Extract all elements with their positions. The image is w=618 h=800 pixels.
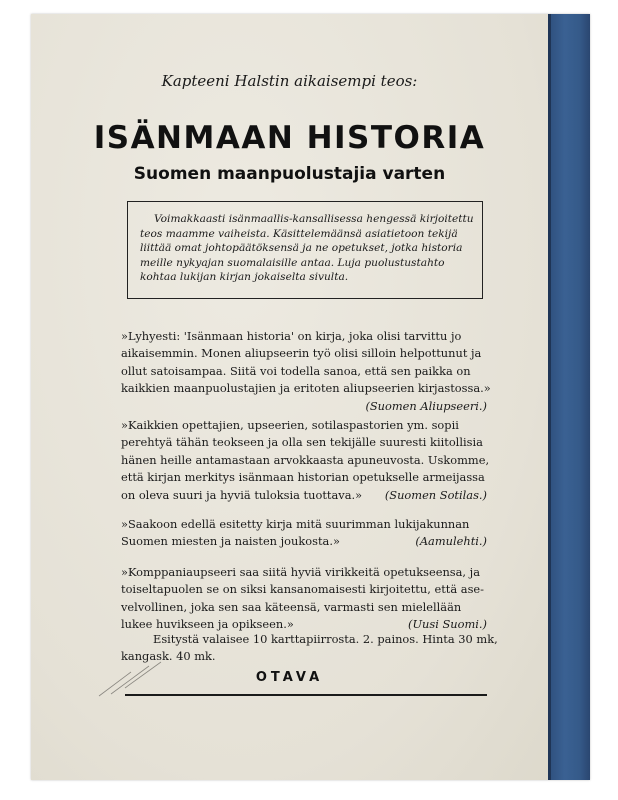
quote-line: Suomen miesten ja naisten joukosta.»: [121, 534, 340, 549]
info-line: kangask. 40 mk.: [121, 649, 216, 664]
book-subtitle: Suomen maanpuolustajia varten: [133, 164, 446, 184]
previous-work-line: Kapteeni Halstin aikaisempi teos:: [161, 72, 418, 90]
blurb-box: [127, 201, 483, 299]
pencil-scribble: [91, 644, 181, 704]
quote-line: aikaisemmin. Monen aliupseerin työ olisi silloin helpottunut ja: [121, 346, 482, 361]
cover-paper: [31, 14, 548, 780]
quote-source: (Suomen Sotilas.): [384, 487, 487, 502]
quote-line: on oleva suuri ja hyviä tuloksia tuottava.»: [121, 487, 363, 502]
quote-line: »Saakoon edellä esitetty kirja mitä suurimman lukijakunnan: [121, 517, 470, 531]
blurb-line: Voimakkaasti isänmaallis-kansallisessa hengessä kirjoitettu: [154, 213, 474, 225]
quote-line: toiseltapuolen se on siksi kansanomaisesti kirjoitettu, että ase-: [121, 582, 484, 597]
quote-line: kaikkien maanpuolustajien ja eritoten aliupseerien kirjastossa.»: [121, 381, 491, 396]
blurb-line: kohtaa lukijan kirjan jokaiselta sivulta.: [140, 271, 349, 283]
quote-line: hänen heille antamastaan arvokkaasta apuneuvosta. Uskomme,: [121, 452, 490, 467]
review-quote: [121, 516, 487, 551]
quote-line: ollut satoisampaa. Siitä voi todella sanoa, että sen paikka on: [121, 363, 471, 378]
quote-source: (Suomen Aliupseeri.): [365, 398, 487, 413]
quote-source: (Aamulehti.): [415, 534, 487, 549]
quote-line: velvollinen, joka sen saa käteensä, varmasti sen mielellään: [121, 599, 462, 614]
blurb-line: meille nykyajan suomalaisille antaa. Luja puolustustahto: [140, 256, 445, 269]
quote-source: (Uusi Suomi.): [408, 617, 487, 632]
quote-line: »Lyhyesti: 'Isänmaan historia' on kirja, joka olisi tarvittu jo: [121, 329, 462, 343]
spine-edge: [548, 14, 551, 780]
blurb-line: liittää omat johtopäätöksensä ja ne opetukset, jotka historia: [140, 242, 463, 254]
review-quote: [121, 564, 487, 634]
info-line: Esitystä valaisee 10 karttapiirrosta. 2. painos. Hinta 30 mk,: [153, 632, 498, 646]
quote-line: lukee huvikseen ja opikseen.»: [121, 617, 294, 632]
quote-line: »Komppaniaupseeri saa siitä hyviä virikkeitä opetukseensa, ja: [121, 565, 480, 579]
book-back-cover: [31, 14, 590, 780]
quote-line: »Kaikkien opettajien, upseerien, sotilaspastorien ym. sopii: [121, 418, 459, 432]
review-quote: [121, 417, 490, 504]
quote-line: että kirjan merkitys isänmaan historian opetukselle armeijassa: [121, 470, 485, 485]
publisher-name: OTAVA: [255, 670, 324, 685]
blurb-line: teos maamme vaiheista. Käsittelemäänsä asiatietoon tekijä: [140, 227, 458, 240]
review-quote: [121, 328, 491, 415]
book-title: ISÄNMAAN HISTORIA: [93, 120, 486, 156]
quote-line: perehtyä tähän teokseen ja olla sen tekijälle suuresti kiitollisia: [121, 435, 483, 450]
cloth-spine: [548, 14, 590, 780]
